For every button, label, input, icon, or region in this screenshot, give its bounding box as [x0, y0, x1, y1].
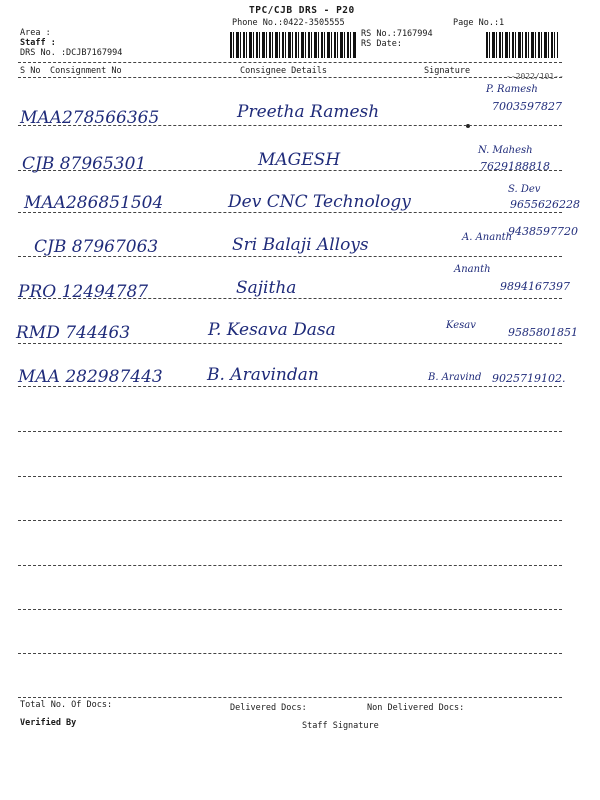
non-delivered-docs: Non Delivered Docs:	[367, 703, 465, 713]
row-consignee: Dev CNC Technology	[228, 192, 411, 212]
row-consignment: PRO 12494787	[18, 282, 149, 302]
row-divider	[18, 386, 562, 387]
row-divider	[18, 431, 562, 432]
row-divider	[18, 212, 562, 213]
footer-divider	[18, 697, 562, 698]
row-divider	[18, 298, 562, 299]
rs-date: RS Date:	[361, 39, 402, 49]
col-sno: S No	[20, 66, 41, 76]
row-divider	[18, 476, 562, 477]
total-docs: Total No. Of Docs:	[20, 700, 113, 710]
row-consignee: Sri Balaji Alloys	[232, 235, 369, 255]
row-signature: Kesav	[446, 320, 476, 331]
row-divider	[18, 609, 562, 610]
row-divider	[18, 343, 562, 344]
row-signature: B. Aravind	[428, 372, 482, 383]
col-consignee: Consignee Details	[240, 66, 327, 76]
row-signature: P. Ramesh	[486, 84, 538, 95]
row-consignee: P. Kesava Dasa	[208, 320, 336, 340]
row-phone: 7629188818	[480, 160, 550, 173]
barcode-right	[486, 32, 558, 58]
row-signature: A. Ananth	[462, 232, 513, 243]
row-consignee: Sajitha	[236, 278, 297, 298]
rs-number: RS No.:7167994	[361, 29, 433, 39]
row-divider	[18, 170, 562, 171]
row-consignment: MAA278566365	[20, 108, 160, 128]
row-divider	[18, 520, 562, 521]
row-consignment: CJB 87967063	[34, 237, 159, 257]
row-phone: 9438597720	[508, 225, 578, 238]
row-consignment: MAA286851504	[24, 193, 164, 213]
row-consignee: B. Aravindan	[207, 365, 319, 385]
verified-by: Verified By	[20, 718, 77, 728]
row-signature: Ananth	[454, 264, 491, 275]
row-phone: 9894167397	[500, 280, 570, 293]
date-stamp: --2022/101--	[506, 72, 564, 81]
row-consignment: MAA 282987443	[18, 367, 163, 387]
row-divider	[18, 653, 562, 654]
area-label: Area :	[20, 28, 51, 38]
delivered-docs: Delivered Docs:	[230, 703, 307, 713]
page-number: Page No.:1	[453, 18, 505, 28]
phone-number: Phone No.:0422-3505555	[232, 18, 345, 28]
barcode-left	[230, 32, 356, 58]
staff-signature: Staff Signature	[302, 721, 379, 731]
row-phone: 9585801851	[508, 326, 578, 339]
row-phone: 7003597827	[492, 100, 562, 113]
row-divider	[18, 256, 562, 257]
drs-number: DRS No. :DCJB7167994	[20, 48, 123, 58]
row-signature: N. Mahesh	[478, 145, 533, 156]
row-consignee: MAGESH	[258, 150, 341, 170]
row-consignment: CJB 87965301	[22, 154, 147, 174]
column-header-divider	[18, 77, 562, 78]
row-phone: 9655626228	[510, 198, 580, 211]
col-signature: Signature	[424, 66, 471, 76]
col-consignment: Consignment No	[50, 66, 122, 76]
staff-label: Staff :	[20, 38, 56, 48]
row-consignee: Preetha Ramesh	[237, 102, 380, 122]
row-divider	[18, 125, 562, 126]
header-divider	[18, 62, 562, 63]
drs-title: TPC/CJB DRS - P20	[249, 5, 355, 16]
row-consignment: RMD 744463	[16, 323, 131, 343]
row-phone: 9025719102.	[492, 372, 566, 385]
row-divider	[18, 565, 562, 566]
row-signature: S. Dev	[508, 184, 541, 195]
